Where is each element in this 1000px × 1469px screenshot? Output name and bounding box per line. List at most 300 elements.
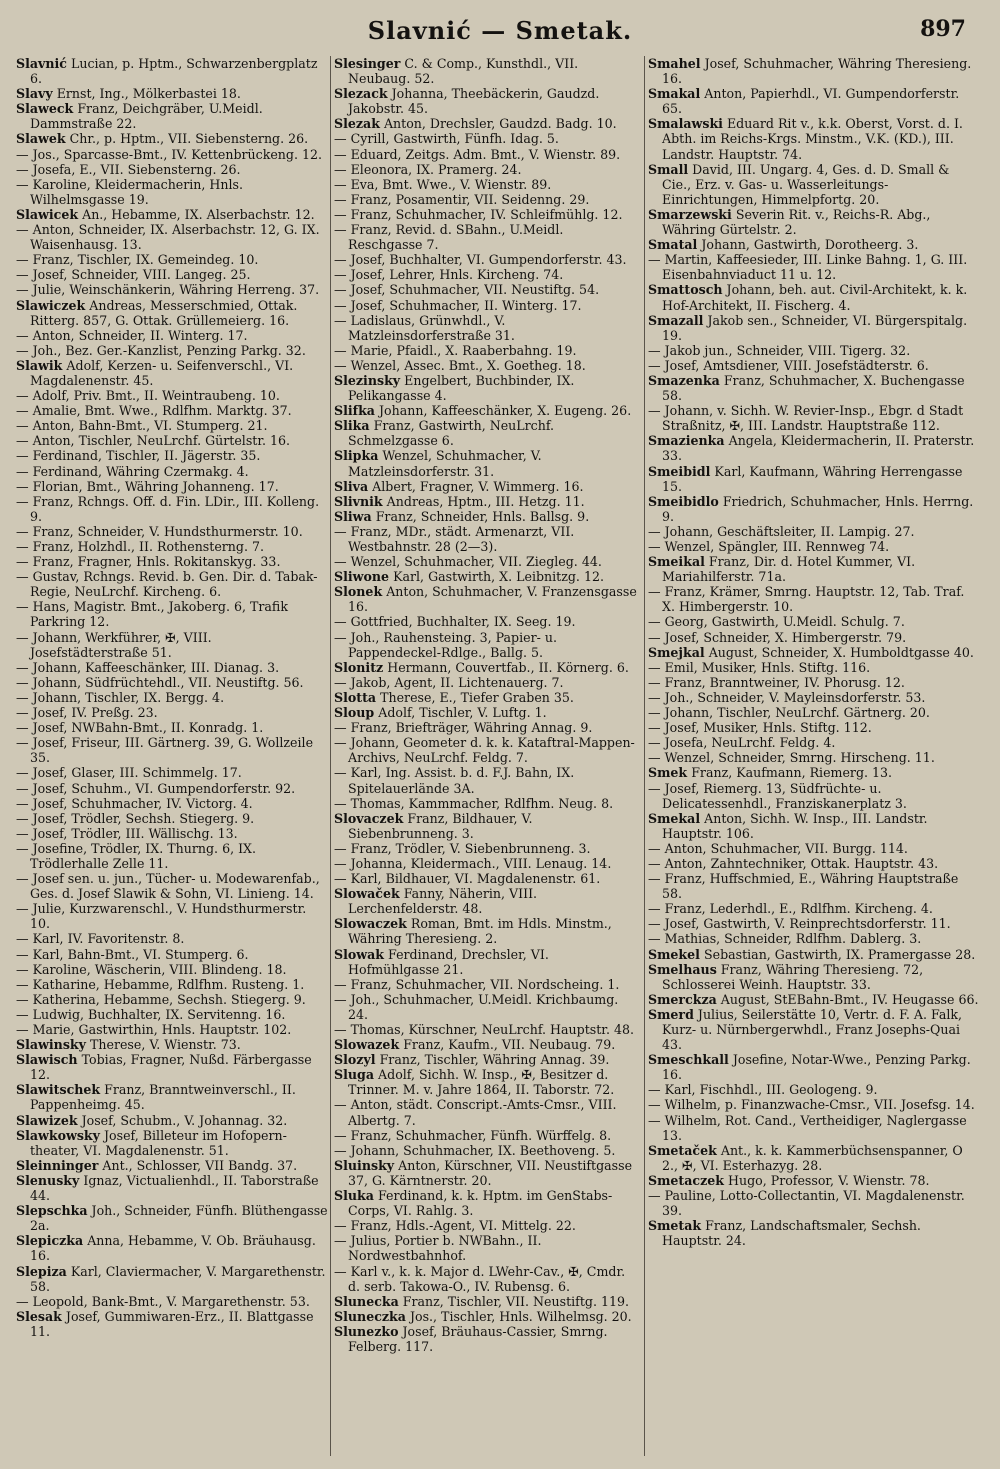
directory-entry — [16, 388, 328, 403]
directory-entry — [16, 282, 328, 297]
directory-entry — [16, 358, 328, 388]
directory-entry — [16, 1007, 328, 1022]
directory-entry — [334, 765, 640, 795]
entry-surname: Slawinsky — [16, 1037, 86, 1053]
entry-details: Hugo, Professor, V. Wienstr. 78. — [727, 1172, 930, 1188]
entry-details: — Franz, Briefträger, Währing Annag. 9. — [334, 720, 593, 736]
entry-surname: Slipka — [334, 448, 379, 464]
entry-details: Franz, Schneider, Hnls. Ballsg. 9. — [375, 508, 590, 524]
column-divider — [644, 56, 645, 1456]
directory-entry — [16, 1203, 328, 1233]
entry-surname: Smakal — [648, 86, 701, 102]
directory-entry — [334, 720, 640, 735]
directory-entry — [16, 448, 328, 463]
entry-details: Franz, Landschaftsmaler, Sechsh. Hauptstr. 24. — [662, 1218, 921, 1249]
entry-details: — Wilhelm, Rot. Cand., Vertheidiger, Naglergasse 13. — [648, 1112, 967, 1143]
entry-details: — Josefa, NeuLrchf. Feldg. 4. — [648, 735, 836, 751]
directory-entry — [16, 464, 328, 479]
entry-surname: Slepiczka — [16, 1233, 84, 1249]
directory-entry — [16, 630, 328, 660]
entry-surname: Slika — [334, 418, 370, 434]
entry-details: Karl, Kaufmann, Währing Herrengasse 15. — [662, 463, 963, 494]
entry-details: Albert, Fragner, V. Wimmerg. 16. — [372, 478, 584, 494]
directory-entry — [648, 1143, 980, 1173]
directory-entry — [16, 1173, 328, 1203]
directory-entry — [16, 1294, 328, 1309]
directory-entry — [16, 494, 328, 524]
entry-surname: Small — [648, 161, 689, 177]
directory-entry — [648, 962, 980, 992]
directory-entry — [334, 373, 640, 403]
entry-details: — Wenzel, Schuhmacher, VII. Ziegleg. 44. — [334, 554, 602, 570]
entry-details: — Karl, Bildhauer, VI. Magdalenenstr. 61. — [334, 871, 601, 887]
directory-entry — [16, 298, 328, 328]
entry-details: — Franz, Holzhdl., II. Rothensterng. 7. — [16, 539, 265, 554]
directory-entry — [648, 1052, 980, 1082]
entry-details: — Josef, Schuhm., VI. Gumpendorferstr. 92. — [16, 780, 296, 796]
directory-entry — [334, 494, 640, 509]
entry-surname: Slawicek — [16, 206, 79, 222]
entry-details: Franz, Kaufm., VII. Neubaug. 79. — [403, 1037, 616, 1053]
directory-entry — [334, 916, 640, 946]
directory-entry — [648, 614, 980, 629]
entry-surname: Slawizek — [16, 1112, 78, 1128]
directory-entry — [16, 479, 328, 494]
directory-entry — [16, 1264, 328, 1294]
directory-entry — [16, 796, 328, 811]
directory-entry — [648, 403, 980, 433]
entry-details: Karl, Claviermacher, V. Margarethenstr. 58. — [30, 1263, 326, 1294]
entry-surname: Slawek — [16, 131, 66, 147]
entry-details: Josef, Billeteur im Hofopern-theater, VI. Magdalenenstr. 51. — [30, 1127, 287, 1158]
entry-surname: Slawitschek — [16, 1082, 101, 1098]
entry-details: — Johanna, Kleidermach., VIII. Lenaug. 14. — [334, 855, 612, 871]
entry-details: Anton, Kürschner, VII. Neustiftgasse 37, G. Kärntnerstr. 20. — [348, 1157, 633, 1188]
entry-details: — Ludwig, Buchhalter, IX. Servitenng. 16. — [16, 1006, 286, 1022]
entry-details: An., Hebamme, IX. Alserbachstr. 12. — [82, 206, 315, 222]
entry-details: — Wenzel, Assec. Bmt., X. Goetheg. 18. — [334, 357, 586, 373]
entry-details: — Franz, MDr., städt. Armenarzt, VII. Westbahnstr. 28 (2—3). — [334, 523, 575, 554]
entry-details: — Franz, Hdls.-Agent, VI. Mittelg. 22. — [334, 1218, 576, 1234]
directory-entry — [648, 539, 980, 554]
entry-surname: Sliwone — [334, 569, 390, 585]
entry-details: Sebastian, Gastwirth, IX. Pramergasse 28. — [703, 946, 976, 962]
entry-details: — Josef, Trödler, III. Wällischg. 13. — [16, 825, 238, 841]
directory-entry — [648, 901, 980, 916]
entry-details: — Amalie, Bmt. Wwe., Rdlfhm. Marktg. 37. — [16, 403, 292, 419]
directory-entry — [16, 1158, 328, 1173]
entry-details: Franz, Deichgräber, U.Meidl. Dammstraße 22. — [30, 101, 263, 132]
directory-entry — [16, 1309, 328, 1339]
directory-entry — [16, 1128, 328, 1158]
directory-entry — [334, 177, 640, 192]
entry-surname: Slowak — [334, 946, 385, 962]
entry-surname: Smekal — [648, 810, 701, 826]
entry-surname: Smatal — [648, 237, 698, 253]
entry-details: Therese, E., Tiefer Graben 35. — [380, 689, 574, 705]
entry-details: — Pauline, Lotto-Collectantin, VI. Magdalenenstr. 39. — [648, 1188, 965, 1219]
entry-details: Jakob sen., Schneider, VI. Bürgerspitalg. 19. — [662, 312, 968, 343]
entry-surname: Slonitz — [334, 659, 384, 675]
directory-entry — [648, 464, 980, 494]
directory-entry — [334, 735, 640, 765]
directory-entry — [334, 298, 640, 313]
entry-surname: Slepschka — [16, 1203, 88, 1219]
entry-surname: Sluka — [334, 1188, 374, 1204]
directory-entry — [648, 494, 980, 524]
directory-entry — [648, 433, 980, 463]
entry-details: Karl, Gastwirth, X. Leibnitzg. 12. — [393, 569, 604, 585]
directory-entry — [16, 735, 328, 765]
entry-surname: Smeibidl — [648, 463, 711, 479]
entry-details: — Wenzel, Schneider, Smrng. Hirscheng. 11. — [648, 750, 935, 766]
entry-details: Julius, Seilerstätte 10, Vertr. d. F. A. Falk, Kurz- u. Nürnbergerwhdl., Franz Josephs-Quai 43. — [662, 1006, 963, 1053]
entry-details: — Eduard, Zeitgs. Adm. Bmt., V. Wienstr. 89. — [334, 146, 621, 162]
directory-entry — [334, 886, 640, 916]
directory-entry — [16, 1113, 328, 1128]
entry-details: — Karoline, Wäscherin, VIII. Blindeng. 18. — [16, 961, 287, 977]
entry-details: — Josef, IV. Preßg. 23. — [16, 705, 158, 721]
directory-entry — [648, 1218, 980, 1248]
directory-entry — [334, 509, 640, 524]
directory-entry — [16, 841, 328, 871]
entry-details: Franz, Tischler, VII. Neustiftg. 119. — [402, 1293, 629, 1309]
entry-details: — Anton, Tischler, NeuLrchf. Gürtelstr. 16. — [16, 433, 291, 449]
entry-details: — Julie, Weinschänkerin, Währing Herreng. 37. — [16, 282, 320, 298]
directory-entry — [648, 56, 980, 86]
directory-entry — [648, 1097, 980, 1112]
directory-entry — [334, 1233, 640, 1263]
entry-surname: Smetaczek — [648, 1172, 724, 1188]
directory-entry — [334, 313, 640, 343]
directory-entry — [648, 524, 980, 539]
directory-entry — [334, 992, 640, 1022]
entry-details: — Karl v., k. k. Major d. LWehr-Cav., ✠, Cmdr. d. serb. Takowa-O., IV. Rubensg. 6. — [334, 1263, 626, 1294]
directory-entry — [334, 1067, 640, 1097]
entry-details: — Julie, Kurzwarenschl., V. Hundsthurmerstr. 10. — [16, 901, 307, 932]
entry-surname: Smazenka — [648, 372, 720, 388]
directory-entry — [648, 1082, 980, 1097]
entry-details: Ferdinand, Drechsler, VI. Hofmühlgasse 21. — [348, 946, 549, 977]
entry-details: Josef, Gummiwaren-Erz., II. Blattgasse 11. — [30, 1308, 314, 1339]
directory-entry — [16, 418, 328, 433]
directory-entry — [648, 237, 980, 252]
entry-details: Franz, Schuhmacher, X. Buchengasse 58. — [662, 372, 965, 404]
directory-entry — [334, 343, 640, 358]
entry-details: — Joh., Bez. Ger.-Kanzlist, Penzing Parkg. 32. — [16, 342, 306, 358]
entry-details: — Anton, Bahn-Bmt., VI. Stumperg. 21. — [16, 418, 268, 434]
directory-entry — [334, 841, 640, 856]
directory-entry — [334, 660, 640, 675]
entry-details: — Johann, Kaffeeschänker, III. Dianag. 3. — [16, 659, 280, 675]
directory-entry — [16, 781, 328, 796]
entry-details: Fanny, Näherin, VIII. Lerchenfelderstr. 48. — [348, 886, 538, 917]
directory-entry — [648, 1007, 980, 1052]
directory-entry — [648, 630, 980, 645]
directory-entry — [16, 1233, 328, 1263]
entry-details: — Mathias, Schneider, Rdlfhm. Dablerg. 3. — [648, 931, 922, 947]
entry-details: — Martin, Kaffeesieder, III. Linke Bahng. 1, G. III. Eisenbahnviaduct 11 u. 12. — [648, 252, 968, 283]
directory-entry — [334, 811, 640, 841]
directory-entry — [16, 977, 328, 992]
directory-entry — [648, 705, 980, 720]
directory-entry — [648, 313, 980, 343]
entry-details: — Johann, Schuhmacher, IX. Beethoveng. 5. — [334, 1142, 616, 1158]
directory-entry — [334, 1143, 640, 1158]
entry-surname: Slowazek — [334, 1037, 400, 1053]
entry-details: — Josefine, Trödler, IX. Thurng. 6, IX. Trödlerhalle Zelle 11. — [16, 840, 257, 871]
entry-details: — Josef, Schuhmacher, IV. Victorg. 4. — [16, 795, 253, 811]
directory-entry — [334, 1324, 640, 1354]
entry-details: — Georg, Gastwirth, U.Meidl. Schulg. 7. — [648, 614, 905, 630]
entry-details: — Joh., Schuhmacher, U.Meidl. Krichbaumg. 24. — [334, 991, 619, 1022]
entry-surname: Slowaczek — [334, 916, 407, 932]
directory-entry — [334, 569, 640, 584]
directory-column-1 — [16, 56, 328, 1456]
directory-entry — [334, 524, 640, 554]
directory-entry — [648, 373, 980, 403]
directory-entry — [16, 433, 328, 448]
entry-details: — Josefa, E., VII. Siebensterng. 26. — [16, 161, 241, 177]
entry-details: Severin Rit. v., Reichs-R. Abg., Währing Gürtelstr. 2. — [662, 206, 931, 238]
entry-surname: Slunezko — [334, 1323, 399, 1339]
directory-entry — [648, 162, 980, 207]
entry-details: Anton, Drechsler, Gaudzd. Badg. 10. — [383, 116, 617, 132]
entry-details: August, StEBahn-Bmt., IV. Heugasse 66. — [720, 991, 979, 1007]
directory-entry — [648, 675, 980, 690]
directory-entry — [648, 916, 980, 931]
entry-surname: Smazall — [648, 312, 704, 328]
entry-details: Adolf, Kerzen- u. Seifenverschl., VI. Magdalenenstr. 45. — [30, 357, 294, 388]
entry-surname: Sleinninger — [16, 1157, 99, 1173]
entry-details: — Josef, Schneider, VIII. Langeg. 25. — [16, 267, 251, 283]
directory-entry — [648, 720, 980, 735]
entry-details: Andreas, Messerschmied, Ottak. Ritterg. 857, G. Ottak. Grüllemeierg. 16. — [30, 297, 298, 328]
entry-details: Anton, Sichh. W. Insp., III. Landstr. Hauptstr. 106. — [662, 810, 928, 841]
entry-surname: Smeikal — [648, 554, 705, 570]
directory-entry — [16, 343, 328, 358]
directory-entry — [16, 539, 328, 554]
directory-entry — [334, 222, 640, 252]
directory-entry — [648, 343, 980, 358]
entry-details: Johanna, Theebäckerin, Gaudzd. Jakobstr. 45. — [348, 86, 600, 117]
entry-details: Johann, Kaffeeschänker, X. Eugeng. 26. — [378, 403, 632, 419]
entry-surname: Sluneczka — [334, 1308, 406, 1324]
directory-entry — [648, 781, 980, 811]
directory-entry — [334, 358, 640, 373]
entry-details: — Karl, Bahn-Bmt., VI. Stumperg. 6. — [16, 946, 249, 962]
directory-entry — [334, 1294, 640, 1309]
entry-surname: Smerckza — [648, 991, 717, 1007]
directory-entry — [334, 131, 640, 146]
directory-entry — [16, 1022, 328, 1037]
directory-entry — [16, 705, 328, 720]
directory-entry — [648, 252, 980, 282]
directory-entry — [16, 147, 328, 162]
directory-entry — [334, 1309, 640, 1324]
entry-surname: Sliva — [334, 478, 369, 494]
entry-details: Franz, Branntweinverschl., II. Pappenheimg. 45. — [30, 1082, 296, 1113]
entry-surname: Slonek — [334, 584, 383, 600]
entry-surname: Slenusky — [16, 1172, 80, 1188]
entry-details: — Franz, Trödler, V. Siebenbrunneng. 3. — [334, 840, 591, 856]
directory-entry — [16, 765, 328, 780]
entry-surname: Smekel — [648, 946, 700, 962]
directory-entry — [334, 282, 640, 297]
directory-entry — [16, 101, 328, 131]
entry-surname: Slepiza — [16, 1263, 67, 1279]
directory-entry — [16, 1082, 328, 1112]
entry-details: — Leopold, Bank-Bmt., V. Margarethenstr. 53. — [16, 1293, 310, 1309]
entry-details: Josef, Bräuhaus-Cassier, Smrng. Felberg. 117. — [348, 1323, 608, 1354]
directory-entry — [334, 584, 640, 614]
entry-details: — Josef, Riemerg. 13, Südfrüchte- u. Delicatessenhdl., Franziskanerplatz 3. — [648, 780, 907, 811]
directory-entry — [334, 1218, 640, 1233]
entry-details: Roman, Bmt. im Hdls. Minstm., Währing Theresieng. 2. — [348, 916, 612, 947]
entry-surname: Slesak — [16, 1308, 62, 1324]
entry-details: — Anton, Schneider, IX. Alserbachstr. 12, G. IX. Waisenhausg. 13. — [16, 222, 320, 253]
entry-details: Anton, Papierhdl., VI. Gumpendorferstr. 65. — [662, 86, 960, 117]
entry-surname: Smetak — [648, 1218, 702, 1234]
entry-details: — Marie, Pfaidl., X. Raaberbahng. 19. — [334, 342, 577, 358]
directory-entry — [648, 1113, 980, 1143]
entry-surname: Sluinsky — [334, 1157, 395, 1173]
directory-entry — [16, 690, 328, 705]
directory-entry — [648, 931, 980, 946]
entry-details: — Josef, Schuhmacher, II. Winterg. 17. — [334, 297, 582, 313]
entry-details: — Joh., Schneider, V. Mayleinsdorferstr. 53. — [648, 689, 926, 705]
entry-details: Franz, Dir. d. Hotel Kummer, VI. Mariahilferstr. 71a. — [662, 554, 916, 585]
entry-details: — Franz, Schuhmacher, IV. Schleifmühlg. 12. — [334, 206, 623, 222]
directory-column-3 — [648, 56, 980, 1456]
entry-details: — Julius, Portier b. NWBahn., II. Nordwestbahnhof. — [334, 1233, 542, 1264]
entry-details: August, Schneider, X. Humboldtgasse 40. — [708, 644, 974, 660]
entry-surname: Slawiczek — [16, 297, 86, 313]
directory-entry — [334, 856, 640, 871]
entry-details: — Karl, IV. Favoritenstr. 8. — [16, 931, 185, 947]
directory-entry — [648, 86, 980, 116]
directory-entry — [16, 403, 328, 418]
entry-details: — Anton, städt. Conscript.-Amts-Cmsr., VIII. Albertg. 7. — [334, 1097, 617, 1128]
directory-entry — [16, 56, 328, 86]
directory-entry — [16, 720, 328, 735]
entry-details: — Franz, Fragner, Hnls. Rokitanskyg. 33. — [16, 554, 281, 570]
entry-details: — Franz, Lederhdl., E., Rdlfhm. Kircheng. 4. — [648, 901, 933, 917]
directory-entry — [16, 826, 328, 841]
entry-surname: Slezinsky — [334, 372, 401, 388]
entry-details: — Josef, Musiker, Hnls. Stiftg. 112. — [648, 720, 872, 736]
entry-details: — Katharine, Hebamme, Rdlfhm. Rusteng. 1. — [16, 976, 305, 992]
entry-details: — Ladislaus, Grünwhdl., V. Matzleinsdorferstraße 31. — [334, 312, 515, 343]
entry-details: Anna, Hebamme, V. Ob. Bräuhausg. 16. — [30, 1233, 316, 1264]
directory-entry — [648, 116, 980, 161]
directory-entry — [648, 1188, 980, 1218]
directory-entry — [648, 841, 980, 856]
entry-surname: Slesinger — [334, 56, 401, 71]
entry-details: — Josef, Schneider, X. Himbergerstr. 79. — [648, 629, 907, 645]
entry-details: — Jakob jun., Schneider, VIII. Tigerg. 32. — [648, 342, 911, 358]
directory-entry — [16, 1037, 328, 1052]
directory-entry — [334, 267, 640, 282]
entry-details: Hermann, Couvertfab., II. Körnerg. 6. — [387, 659, 629, 675]
directory-entry — [16, 901, 328, 931]
entry-details: — Anton, Schuhmacher, VII. Burgg. 114. — [648, 840, 908, 856]
directory-entry — [648, 1173, 980, 1188]
entry-details: Friedrich, Schuhmacher, Hnls. Herrng. 9. — [662, 493, 974, 524]
entry-surname: Smeibidlo — [648, 493, 719, 509]
entry-details: — Franz, Branntweiner, IV. Phorusg. 12. — [648, 674, 905, 690]
entry-details: — Franz, Tischler, IX. Gemeindeg. 10. — [16, 252, 259, 268]
entry-surname: Slavnić — [16, 56, 67, 71]
directory-entry — [334, 479, 640, 494]
entry-details: — Adolf, Priv. Bmt., II. Weintraubeng. 10. — [16, 388, 280, 404]
entry-details: Johann, beh. aut. Civil-Architekt, k. k. Hof-Architekt, II. Fischerg. 4. — [662, 282, 968, 313]
entry-details: — Franz, Posamentir, VII. Seidenng. 29. — [334, 191, 590, 207]
directory-entry — [648, 871, 980, 901]
entry-details: — Jakob, Agent, II. Lichtenauerg. 7. — [334, 674, 564, 690]
entry-surname: Slivnik — [334, 493, 383, 509]
directory-entry — [334, 977, 640, 992]
entry-details: — Josef, Buchhalter, VI. Gumpendorferstr. 43. — [334, 252, 627, 268]
directory-entry — [334, 418, 640, 448]
entry-surname: Smelhaus — [648, 961, 717, 977]
entry-details: Engelbert, Buchbinder, IX. Pelikangasse 4. — [348, 372, 575, 404]
directory-entry — [334, 630, 640, 660]
directory-entry — [648, 207, 980, 237]
entry-details: — Johann, Werkführer, ✠, VIII. Josefstädterstraße 51. — [16, 629, 212, 660]
directory-entry — [16, 569, 328, 599]
entry-details: — Gottfried, Buchhalter, IX. Seeg. 19. — [334, 614, 576, 630]
directory-entry — [16, 207, 328, 222]
entry-details: Lucian, p. Hptm., Schwarzenbergplatz 6. — [30, 56, 318, 87]
directory-entry — [334, 116, 640, 131]
entry-details: — Ferdinand, Tischler, II. Jägerstr. 35. — [16, 448, 261, 464]
directory-entry — [16, 599, 328, 629]
directory-entry — [334, 1264, 640, 1294]
directory-entry — [334, 1158, 640, 1188]
entry-details: Joh., Schneider, Fünfh. Blüthengasse 2a. — [30, 1203, 328, 1234]
directory-entry — [16, 524, 328, 539]
page-number: 897 — [920, 16, 966, 42]
entry-details: — Thomas, Kammmacher, Rdlfhm. Neug. 8. — [334, 795, 614, 811]
entry-details: — Franz, Krämer, Smrng. Hauptstr. 12, Tab. Traf. X. Himbergerstr. 10. — [648, 584, 965, 615]
directory-entry — [648, 660, 980, 675]
entry-details: — Franz, Rchngs. Off. d. Fin. LDir., III. Kolleng. 9. — [16, 493, 320, 524]
entry-details: — Jos., Sparcasse-Bmt., IV. Kettenbrückeng. 12. — [16, 146, 322, 162]
directory-entry — [334, 614, 640, 629]
entry-surname: Sluga — [334, 1067, 375, 1083]
entry-details: — Josef, Schuhmacher, VII. Neustiftg. 54. — [334, 282, 600, 298]
directory-entry — [16, 811, 328, 826]
entry-details: Chr., p. Hptm., VII. Siebensterng. 26. — [69, 131, 309, 147]
directory-entry — [648, 947, 980, 962]
directory-entry — [334, 162, 640, 177]
directory-entry — [648, 750, 980, 765]
directory-entry — [334, 690, 640, 705]
entry-details: Franz, Währing Theresieng. 72, Schlosserei Weinh. Hauptstr. 33. — [662, 961, 924, 992]
entry-surname: Slowaček — [334, 886, 400, 902]
directory-entry — [334, 947, 640, 977]
entry-surname: Smeschkall — [648, 1052, 729, 1068]
entry-details: — Josef, Glaser, III. Schimmelg. 17. — [16, 765, 242, 781]
entry-details: — Josef, Friseur, III. Gärtnerg. 39, G. Wollzeile 35. — [16, 735, 314, 766]
entry-details: Wenzel, Schuhmacher, V. Matzleinsdorferstr. 31. — [348, 448, 542, 479]
entry-details: Franz, Bildhauer, V. Siebenbrunneng. 3. — [348, 810, 533, 841]
entry-details: — Johann, Tischler, NeuLrchf. Gärtnerg. 20. — [648, 705, 930, 721]
entry-details: — Karl, Ing. Assist. b. d. F.J. Bahn, IX. Spitelauerlände 3A. — [334, 765, 575, 796]
directory-entry — [334, 1188, 640, 1218]
entry-details: Anton, Schuhmacher, V. Franzensgasse 16. — [348, 584, 637, 615]
